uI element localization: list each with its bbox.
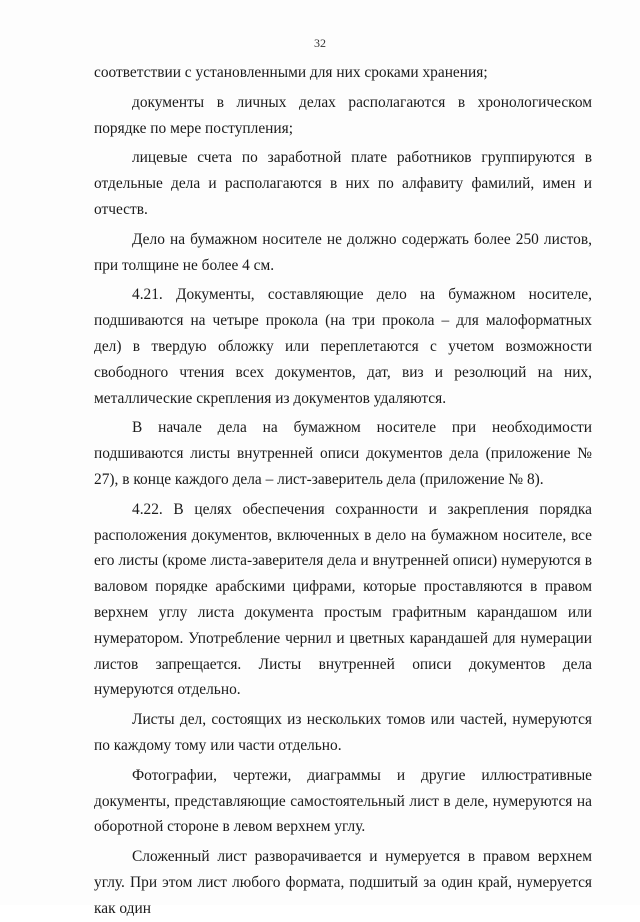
paragraph-payroll-accounts: лицевые счета по заработной плате работников группируются в отдельные дела и располагаются в них по алфавиту фамилий, имен и отчеств.	[94, 149, 592, 218]
paragraph-personal-files: документы в личных делах располагаются в хронологическом порядке по мере поступления;	[94, 93, 592, 137]
paragraph-internal-inventory: В начале дела на бумажном носителе при необходимости подшиваются листы внутренней описи документов дела (приложение № 27), в конце каждого дела – лист-заверитель дела (приложение № 8).	[94, 419, 592, 488]
paragraph-continuation: соответствии с установленными для них сроками хранения;	[94, 64, 488, 81]
paragraph-file-size-limit: Дело на бумажном носителе не должно содержать более 250 листов, при толщине не более 4 см.	[94, 230, 592, 274]
paragraph-section-4-22: 4.22. В целях обеспечения сохранности и закрепления порядка расположения документов, включенных в дело на бумажном носителе, все его листы (кроме листа-заверителя дела и внутренней описи) нумеруются в валовом порядке арабскими цифрами, которые проставляются в правом верхнем углу листа документа простым графитным карандашом или нумератором. Употребление чернил и цветных карандашей для нумерации листов запрещается. Листы внутренней описи документов дела нумеруются отдельно.	[94, 500, 592, 699]
page-number: 32	[314, 36, 326, 50]
paragraph-folded-sheet: Сложенный лист разворачивается и нумеруется в правом верхнем углу. При этом лист любого формата, подшитый за один край, нумеруется как один	[94, 848, 592, 917]
paragraph-multi-volume: Листы дел, состоящих из нескольких томов или частей, нумеруются по каждому тому или части отдельно.	[94, 711, 592, 754]
document-body	[94, 60, 592, 922]
paragraph-section-4-21: 4.21. Документы, составляющие дело на бумажном носителе, подшиваются на четыре прокола (на три прокола – для малоформатных дел) в твердую обложку или переплетаются с учетом возможности свободного чтения всех документов, дат, виз и резолюций на них, металлические скрепления из документов удаляются.	[94, 286, 592, 407]
paragraph-illustrations: Фотографии, чертежи, диаграммы и другие иллюстративные документы, представляющие самостоятельный лист в деле, нумеруются на оборотной стороне в левом верхнем углу.	[94, 766, 592, 836]
